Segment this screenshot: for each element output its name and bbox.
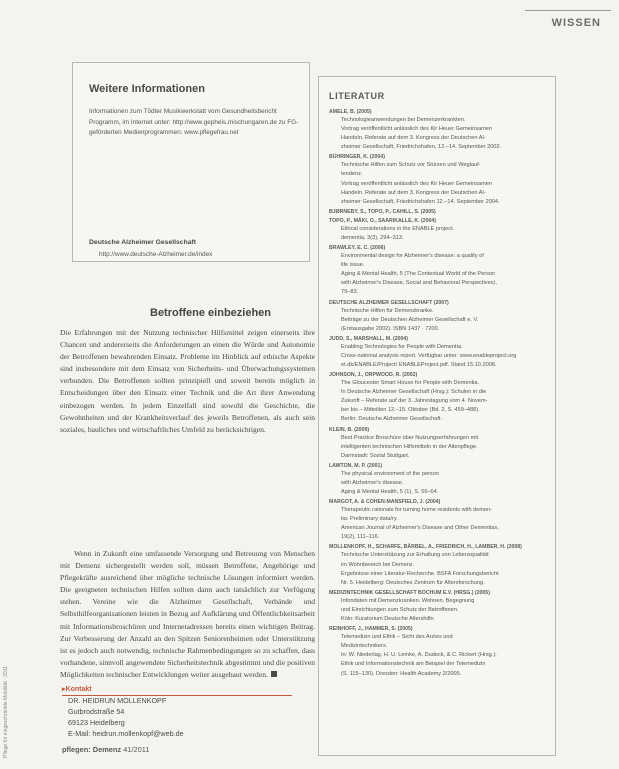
ref-line: Zukunft – Referate auf der 3. Jahrestagung vom 4. Novem- <box>341 398 488 405</box>
literature-ref <box>329 299 551 334</box>
ref-line: Beiträge zu der Deutschen Alzheimer Gesellschaft e. V. <box>341 316 479 323</box>
ref-line: im Wohnbereich bei Demenz. <box>341 561 415 568</box>
article-paragraph-2-text: Wenn in Zukunft eine umfassende Versorgung und Betreuung von Menschen mit Demenz sichergestellt werden soll, müssen Betroffene, Angehörige und Pflegekräfte ausreichend über mögliche technische Lösungen informiert werden. Die geeigneten technischen Hilfen sollten dann auch tatsächlich zur Verfügung stehen. Vereine wie die Alzheimer Gesellschaft, Verbände und Selbsthilfeorganisationen leisten in Bezug auf Aufklärung und Öffentlichkeitsarbeit mit Informationsbroschüren und Internetadressen bereits einen wichtigen Beitrag. Zur Verbesserung der Anzahl an den Spitzen Seniorenheimen oder Unterstützung ist es jedoch auch notwendig, technische Rahmenbedingungen so zu schaffen, dass vorhandene, sinnvoll angewendete Sicherheitstechnik abgestimmt und die positiven Möglichkeiten technischer Entwicklungen weiter ausgebaut werden. <box>60 549 315 679</box>
end-mark-icon <box>271 671 277 677</box>
ref-author: TOPO, P., MÄKI, O., SAARIKALLE, K. (2004) <box>329 217 437 224</box>
ref-line: Therapeutic rationale for turning home residents with demen- <box>341 507 493 514</box>
ref-line: Ethik und Informationstechnik am Beispiel der Telemedizin <box>341 661 486 668</box>
ref-line: American Journal of Alzheimer's Disease and Other Dementias, <box>341 525 499 532</box>
ref-line: Best Practice Broschüre über Nutzungserfahrungen mit <box>341 434 479 441</box>
ref-author: MOLLENKOPF, H., SCHARFE, BÄRBEL, A., FRIEDRICH, H., LAMBER, H. (2008) <box>329 544 522 551</box>
literature-list <box>329 108 551 680</box>
ref-line: Technische Unterstützung zur Erhaltung von Lebensqualität <box>341 552 489 559</box>
ref-line: Aging & Mental Health, 5 (1), S. 56–64. <box>341 489 439 495</box>
info-box-org: Deutsche Alzheimer Gesellschaft <box>89 239 197 246</box>
ref-line: Technologieanwendungen bei Demenzerkrankten. <box>341 117 466 123</box>
section-tag-label: WISSEN <box>551 17 601 29</box>
ref-author: LAWTON, M. P. (2001) <box>329 462 383 469</box>
literature-ref <box>329 217 551 243</box>
literature-ref <box>329 208 551 216</box>
ref-author: MARGOT, A. & COHEN-MANSFIELD, J. (2004) <box>329 499 441 506</box>
literature-ref <box>329 108 551 152</box>
contact-divider <box>62 695 292 696</box>
side-credit-text: Pflege für eingeschränkte Mobilität · 2011 <box>3 666 9 758</box>
ref-author: KLEIN, B. (2009) <box>329 426 370 433</box>
ref-line: Ergebnisse einer Literatur-Recherche. BSFA Forschungsbericht <box>341 570 499 577</box>
ref-author: REINHOFF, J., HAMMER, S. (2005) <box>329 626 413 633</box>
ref-line: Darmstadt: Sozial Stuttgart. <box>341 452 410 459</box>
ref-line: with Alzheimer's Disease, Social and Behavioral Perspectives), <box>341 280 497 287</box>
literature-ref <box>329 543 551 587</box>
ref-line: Ethical considerations in the ENABLE project. <box>341 225 455 232</box>
ref-line: with Alzheimer's disease. <box>341 479 404 486</box>
literature-title: LITERATUR <box>329 91 385 101</box>
ref-line: zheimer Gesellschaft, Friedrichshafen 12.–14. September 2004. <box>341 198 500 205</box>
ref-author: BJØRNEBY, S., TOPO, P., CAHILL, S. (2005) <box>329 208 436 215</box>
article-paragraph-1: Die Erfahrungen mit der Nutzung technischer Hilfsmittel zeigen einerseits ihre Chancen und andererseits die Anforderungen an einen die Würde und Autonomie der Betroffenen bewahrenden Einsatz. Probleme im Hinblick auf ethische Aspekte sind insbesondere mit dem Einsatz von Sicherheits- und Überwachungssystemen verbunden. Die Betroffenen sollten prinzipiell und soweit bereits möglich in Entscheidungen über den Einsatz einer Technik und die Art ihrer Anwendung einbezogen werden. In jedem Einzelfall sind sowohl die Geschichte, die Gewohnheiten und der Krankheitsverlauf des jeweils Betroffenen, als auch sein soziales, bauliches und wirtschaftliches Umfeld zu berücksichtigen. <box>60 328 315 434</box>
ref-author: BÜHRINGER, K. (2004) <box>329 154 385 161</box>
contact-label: ▸ Kontakt <box>62 685 262 693</box>
literature-ref <box>329 371 551 424</box>
info-box <box>72 62 310 262</box>
ref-line: et.dk/ENABLE/Project/ ENABLEProject.pdf. Stand 15.10.2008. <box>341 361 497 368</box>
contact-street: Gutbrodstraße 54 <box>68 707 125 716</box>
footer-issue: 41/2011 <box>123 745 150 754</box>
ref-line: Nr. 5. Heidelberg: Deutsches Zentrum für Altersforschung. <box>341 579 485 586</box>
ref-line: Handeln. Referate auf dem 3. Kongress der Deutschen Al- <box>341 189 486 196</box>
literature-ref <box>329 244 551 297</box>
ref-line: 79–83. <box>341 289 359 296</box>
ref-line: In: W. Niederlag, H. U. Lemke, A. Dudeck, & C. Rickert (Hrsg.): <box>341 652 497 659</box>
ref-line: Cross-national analysis report. Verfügbar unter: www.enableproject.org <box>341 352 517 359</box>
ref-line: The physical environment of the person <box>341 470 439 477</box>
ref-author: JOHNSON, J., ORPWOOD, R. (2002) <box>329 372 418 379</box>
section-tag <box>525 10 611 30</box>
contact-block <box>62 685 262 739</box>
ref-line: intelligenten technischen Hilfsmitteln in der Altenpflege. <box>341 443 478 450</box>
ref-line: life issue. <box>341 262 365 269</box>
ref-author: MEDIZINTECHNIK GESELLSCHAFT BOCHUM E.V. (HRSG.) (2005) <box>329 589 490 596</box>
ref-line: Handeln. Referate auf dem 3. Kongress der Deutschen Al- <box>341 135 486 142</box>
literature-ref <box>329 462 551 497</box>
ref-line: zheimer Gesellschaft, Friedrichshafen, 12.–14. September 2002. <box>341 144 502 151</box>
ref-line: (S. 115–130). Dresden: Health Academy 2/2005. <box>341 670 462 677</box>
ref-line: Medizintechnikers. <box>341 643 388 650</box>
page-footer <box>62 745 149 754</box>
ref-author: DEUTSCHE ALZHEIMER GESELLSCHAFT (2007) <box>329 299 449 306</box>
ref-line: tia: Preliminary data/ry. <box>341 516 398 523</box>
ref-line: ber bis – Mitteilten 12.–15. Oktober (Bd. 2, S. 459–488). <box>341 407 480 414</box>
literature-ref <box>329 426 551 461</box>
ref-author: JUDD, S., MARSHALL, M. (2004) <box>329 335 408 342</box>
ref-line: (Erstausgabe 2002). ISBN 1437 · 7200. <box>341 325 440 332</box>
literature-ref <box>329 153 551 206</box>
ref-line: dementia, 3(3), 294–313. <box>341 234 404 241</box>
ref-line: Aging & Mental Health, 5 (The Contextual World of the Person <box>341 271 496 278</box>
ref-author: BRAWLEY, E. C. (2006) <box>329 245 386 252</box>
contact-name: DR. HEIDRUN MOLLENKOPF <box>68 696 167 705</box>
literature-ref <box>329 625 551 678</box>
contact-city: 69123 Heidelberg <box>68 718 125 727</box>
ref-line: 19(2), 111–116. <box>341 534 380 541</box>
ref-line: Enabling Technologies for People with Dementia. <box>341 343 463 350</box>
ref-line: Technische Hilfen zum Schutz vor Stürzen und Weglauf- <box>341 162 481 169</box>
article-heading: Betroffene einbeziehen <box>150 307 272 319</box>
info-box-org-url[interactable]: http://www.deutsche-Alzheimer.de/index <box>99 251 213 258</box>
literature-ref <box>329 589 551 624</box>
info-box-title: Weitere Informationen <box>89 83 205 95</box>
ref-line: tendenz. <box>341 171 363 178</box>
ref-line: Berlin: Deutsche Alzheimer Gesellschaft. <box>341 416 443 423</box>
ref-line: Technische Hilfen für Demenzkranke. <box>341 307 434 314</box>
ref-author: AMELE, B. (2005) <box>329 109 372 115</box>
ref-line: The Gloucester Smart House for People with Dementia. <box>341 380 480 387</box>
ref-line: Köln: Kuratorium Deutsche Altershilfe. <box>341 616 436 623</box>
ref-line: und Einrichtungen zum Schutz der Betroffenen. <box>341 606 459 613</box>
ref-line: Vortrag veröffentlicht anlässlich des Kir Heuer Gemeinsamen <box>341 126 493 133</box>
literature-ref <box>329 335 551 370</box>
literature-ref <box>329 498 551 542</box>
ref-line: Telemedizin und Ethik – Sicht des Arztes und <box>341 634 453 641</box>
info-box-text: Informationen zum Tödter Musikwerkstatt vom Gesundheitsbericht Programm, im Internet unter: http://www.gepheis.mischungaren.de zu FG-geförderten Medienprogrammen: www.pflegefrau.net <box>89 108 299 137</box>
ref-line: Vortrag veröffentlicht anlässlich des Kir Heuer Gemeinsamen <box>341 180 493 187</box>
article-paragraph-2 <box>60 548 315 681</box>
ref-line: Infondaten mit Demenzkranken. Wohnen, Begegnung <box>341 597 475 604</box>
ref-line: In Deutsche Alzheimer Gesellschaft (Hrsg.): Schulen in die <box>341 389 487 396</box>
footer-magazine: pflegen: Demenz <box>62 745 122 754</box>
side-credit <box>3 578 13 758</box>
ref-line: Environmental design for Alzheimer's disease: a quality of <box>341 253 484 260</box>
literature-box <box>318 76 556 756</box>
contact-email[interactable]: E-Mail: heidrun.mollenkopf@web.de <box>68 729 184 738</box>
